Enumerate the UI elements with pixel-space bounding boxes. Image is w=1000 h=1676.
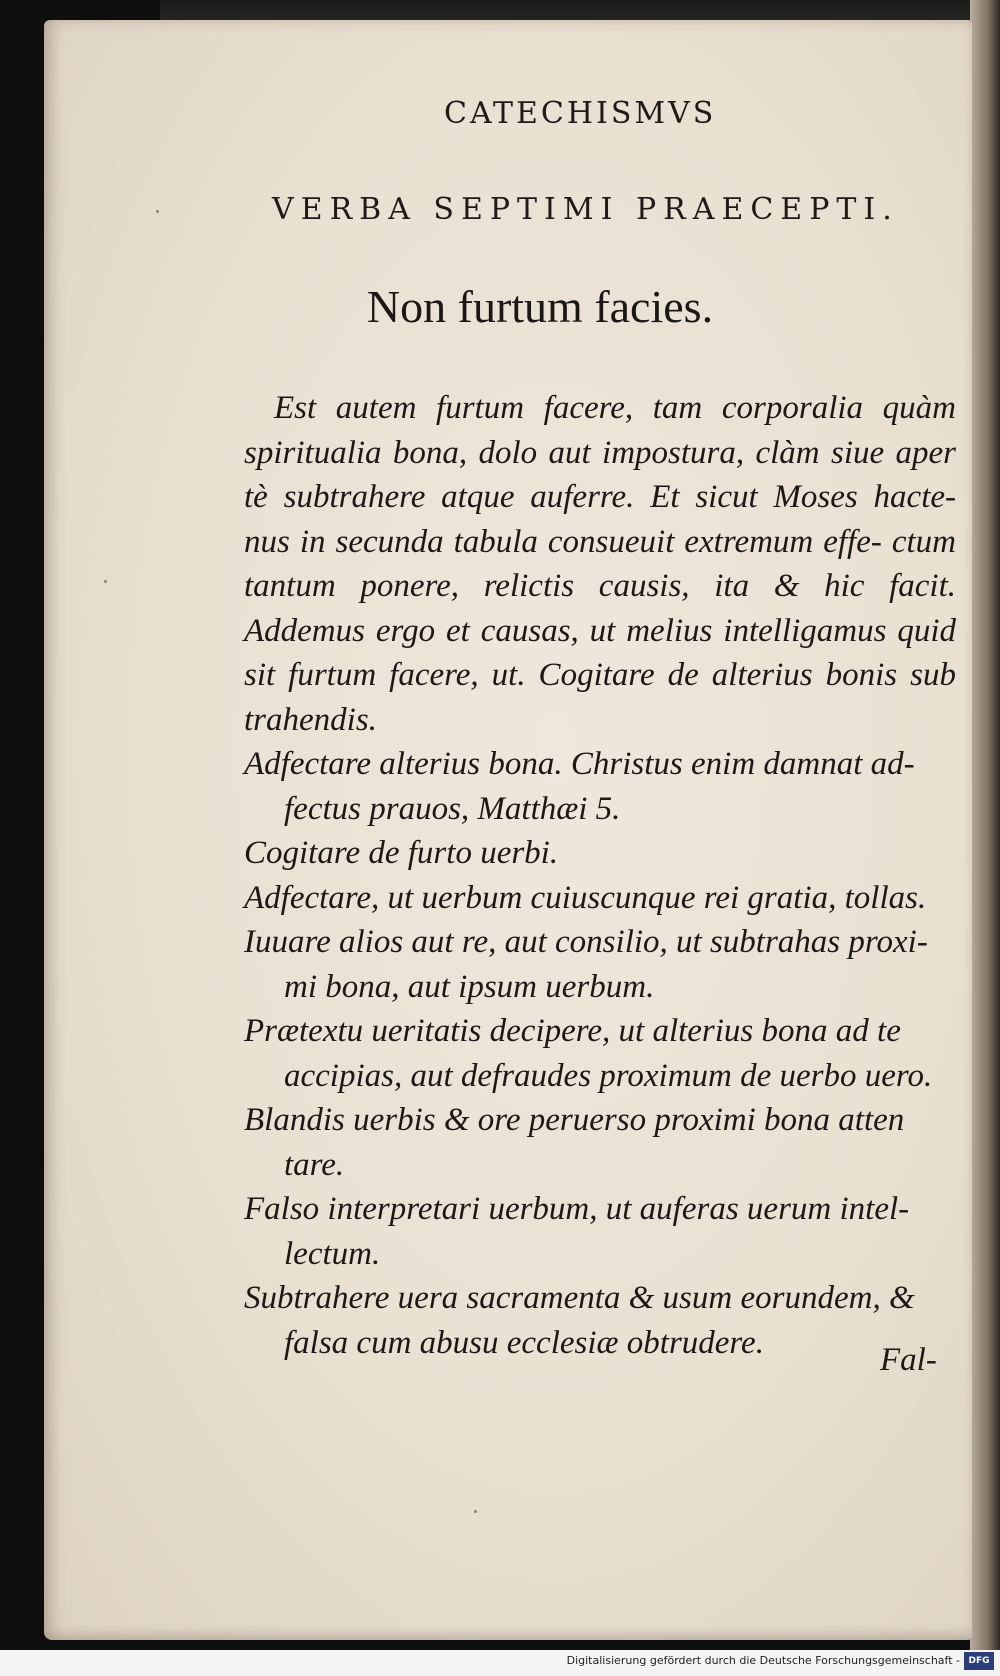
body-item: Adfectare, ut uerbum cuiuscunque rei gratia, tollas. [244,879,927,916]
paper-speck [156,210,159,213]
body-item: Adfectare alterius bona. Christus enim damnat ad- fectus prauos, Matthæi 5. [244,746,915,827]
body-item: Blandis uerbis & ore peruerso proximi bona atten tare. [244,1102,905,1183]
body-paragraph: Est autem furtum facere, tam corporalia quàm spiritualia bona, dolo aut impostura, clàm siue aper tè subtrahere atque auferre. Et sicut Moses hacte- nus in secunda tabula consueuit extremum effe- ctum tantum ponere, relictis causis, ita & hic facit. Addemus ergo et causas, ut melius intelligamus quid sit furtum facere, ut. Cogitare de alterius bonis sub trahendis. [244,390,956,738]
paper-speck [474,1510,477,1513]
body-item: Cogitare de furto uerbi. [244,835,559,871]
catchword: Fal- [880,1342,937,1378]
paper-speck [104,580,107,583]
body-item: Iuuare alios aut re, aut consilio, ut subtrahas proxi- mi bona, aut ipsum uerbum. [244,924,928,1005]
running-head: CATECHISMVS [444,96,717,131]
body-item: Falso interpretari uerbum, ut auferas uerum intel- lectum. [244,1191,910,1272]
facing-page-edge [970,0,1000,1650]
body-item: Subtrahere uera sacramenta & usum eorundem, & falsa cum abusu ecclesiæ obtrudere. [244,1280,915,1361]
dfg-logo[interactable]: DFG [964,1652,994,1670]
body-item: Prætextu ueritatis decipere, ut alterius bona ad te accipias, aut defraudes proximum de uerbo uero. [244,1013,933,1094]
section-title: VERBA SEPTIMI PRAECEPTI. [272,192,899,227]
footer-credit: Digitalisierung gefördert durch die Deutsche Forschungsgemeinschaft - [566,1654,960,1667]
commandment-heading: Non furtum facies. [366,281,714,332]
body-text [244,386,956,1365]
